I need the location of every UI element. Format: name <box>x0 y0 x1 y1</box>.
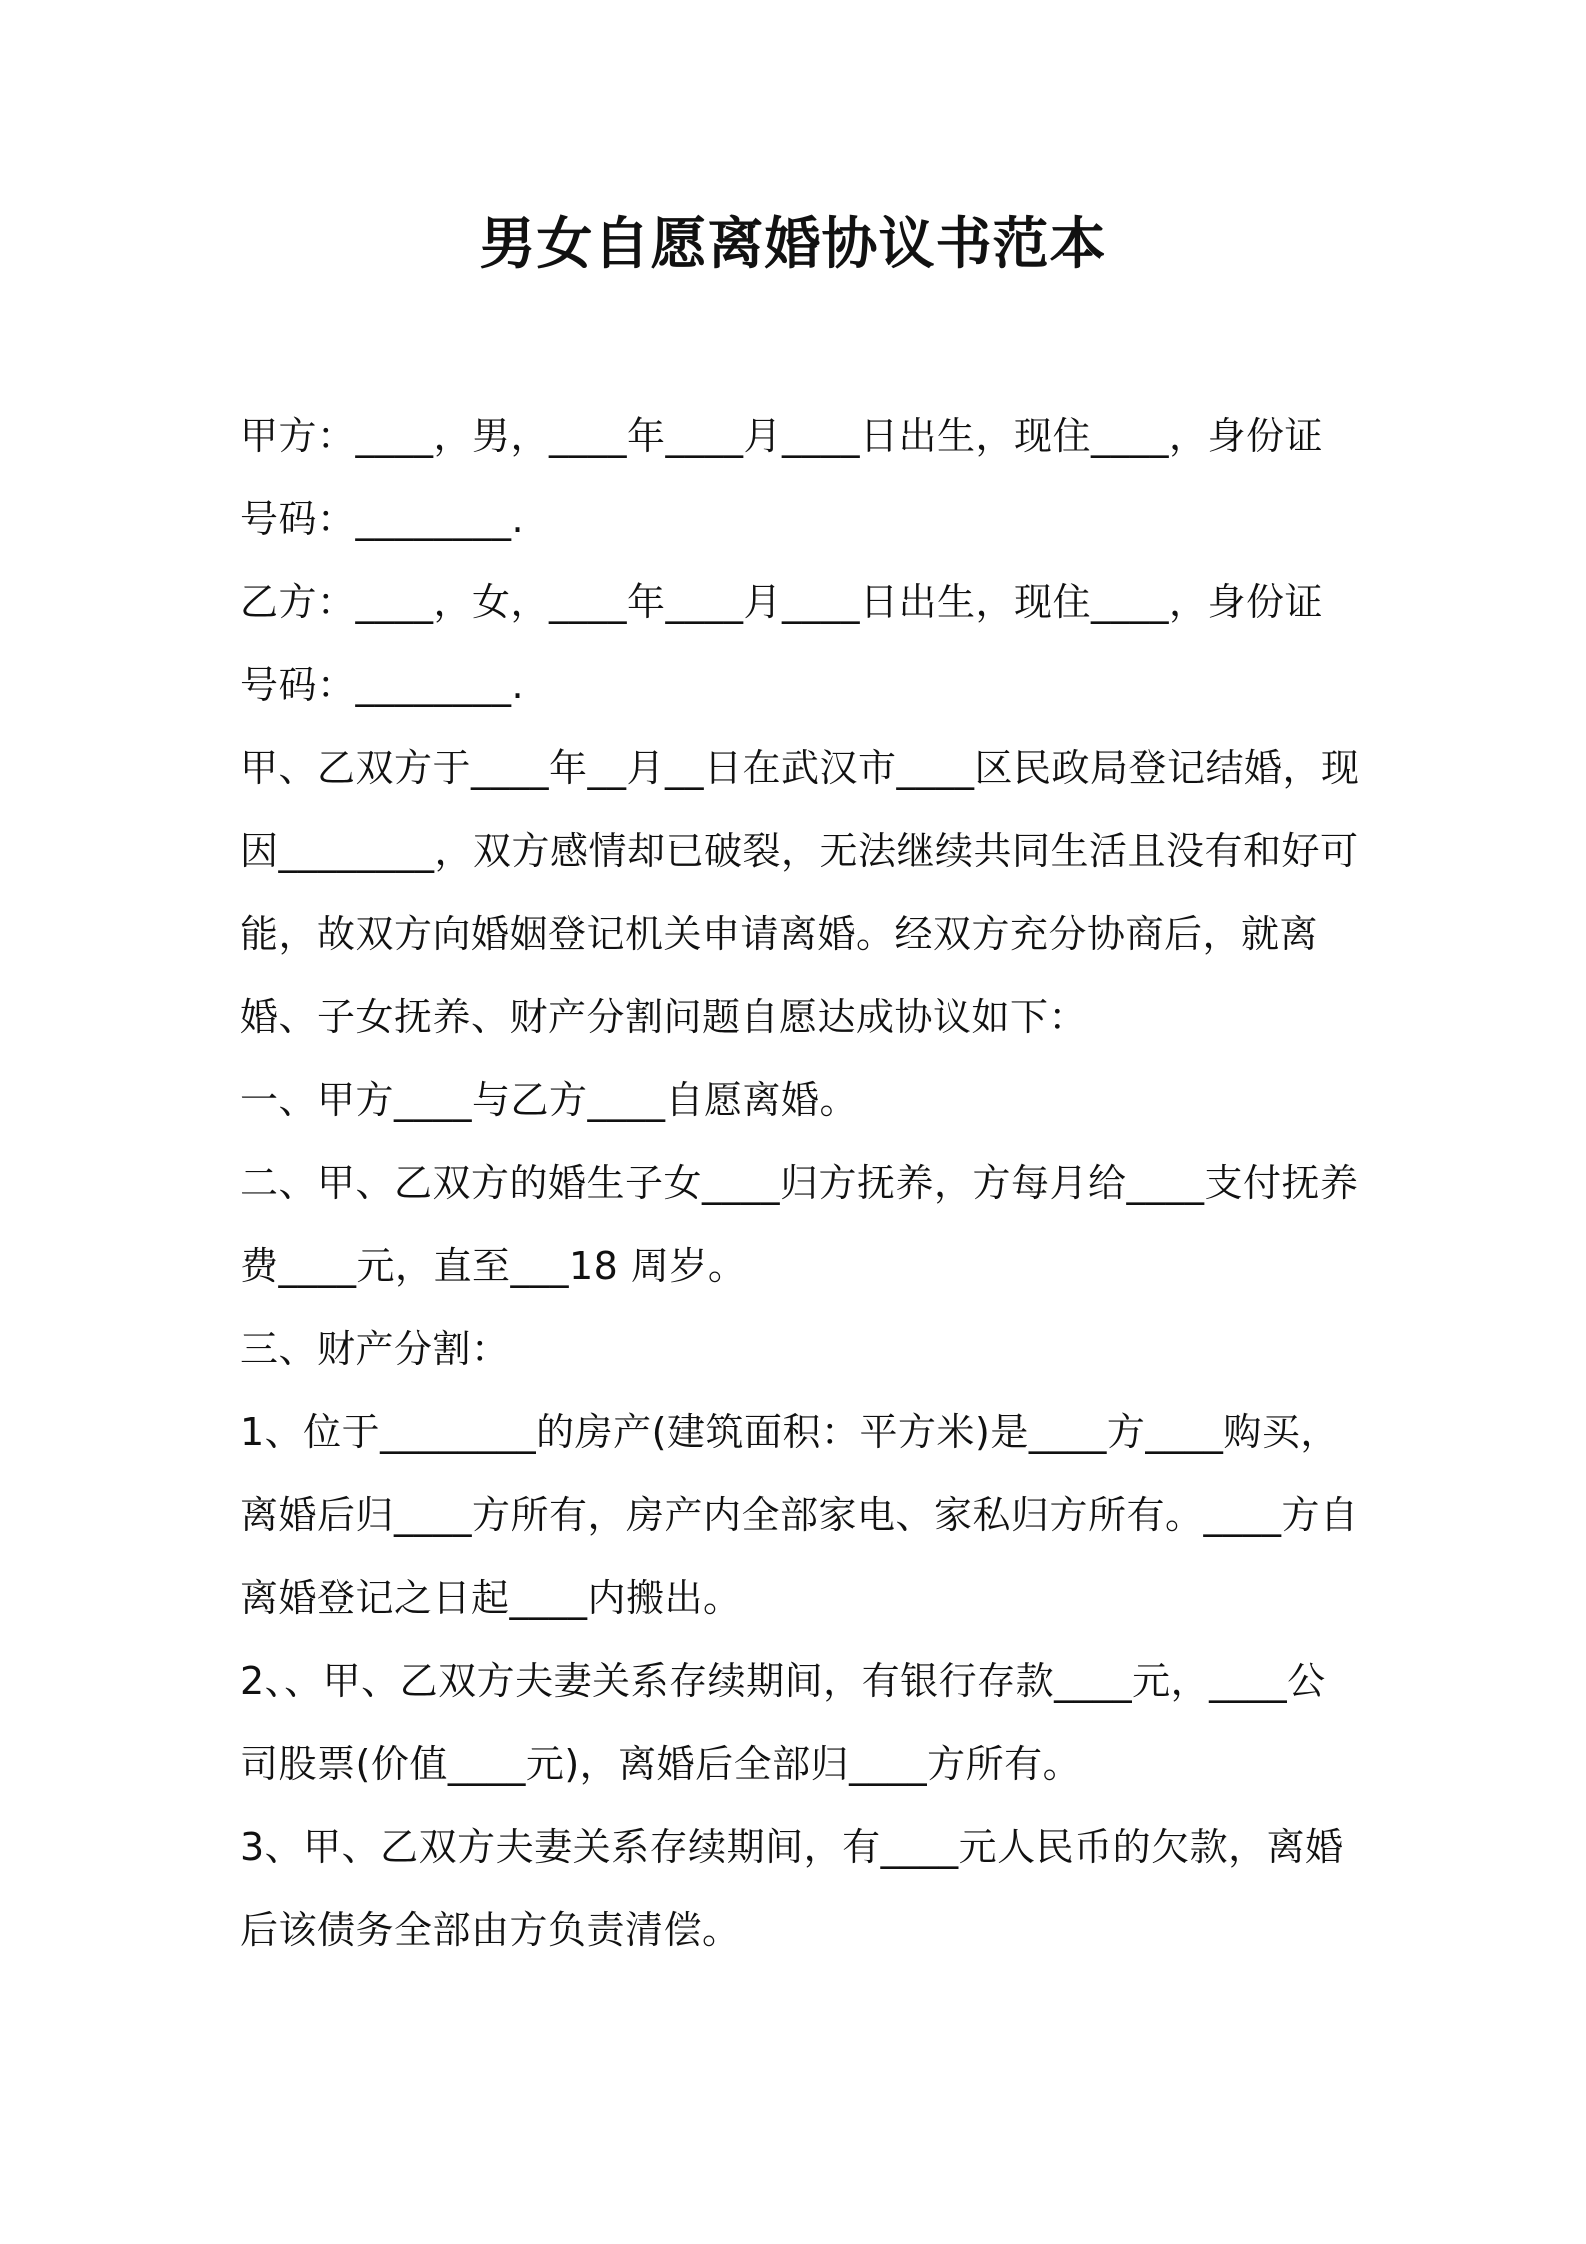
paragraph-property-1: 1、位于________的房产(建筑面积：平方米)是____方____购买，离婚后归____方所有，房产内全部家电、家私归方所有。____方自离婚登记之日起____内搬出。 <box>240 1410 1359 1620</box>
paragraph-party-a: 甲方：____，男，____年____月____日出生，现住____，身份证号码：________. <box>240 414 1324 541</box>
document-title: 男女自愿离婚协议书范本 <box>479 212 1107 277</box>
paragraph-property-2: 2、、甲、乙双方夫妻关系存续期间，有银行存款____元，____公司股票(价值____元)，离婚后全部归____方所有。 <box>240 1659 1326 1786</box>
paragraph-preamble: 甲、乙双方于____年__月__日在武汉市____区民政局登记结婚，现因________，双方感情却已破裂，无法继续共同生活且没有和好可能，故双方向婚姻登记机关申请离婚。经双方充分协商后，就离婚、子女抚养、财产分割问题自愿达成协议如下： <box>240 746 1360 1039</box>
paragraph-party-b: 乙方：____，女，____年____月____日出生，现住____，身份证号码：________. <box>240 580 1324 707</box>
paragraph-clause-3: 三、财产分割： <box>240 1327 510 1371</box>
paragraph-property-3: 3、甲、乙双方夫妻关系存续期间，有____元人民币的欠款，离婚后该债务全部由方负责清偿。 <box>240 1825 1344 1952</box>
document-body <box>240 395 1360 1972</box>
paragraph-clause-2: 二、甲、乙双方的婚生子女____归方抚养，方每月给____支付抚养费____元，直至___18 周岁。 <box>240 1161 1359 1288</box>
paragraph-clause-1: 一、甲方____与乙方____自愿离婚。 <box>240 1078 859 1122</box>
